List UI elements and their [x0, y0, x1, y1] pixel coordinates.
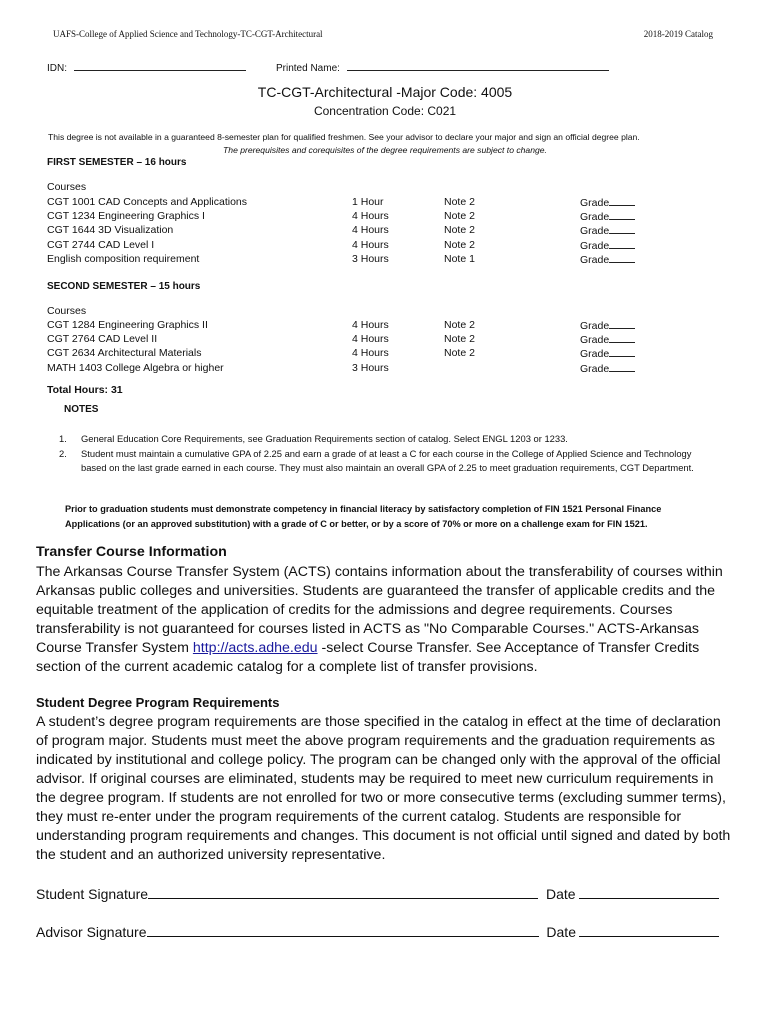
- course-grade-field[interactable]: [580, 252, 635, 266]
- printed-name-label: Printed Name:: [276, 63, 340, 74]
- advisor-signature-field[interactable]: [36, 922, 719, 940]
- course-note: Note 2: [444, 210, 475, 223]
- second-semester-courses-label: Courses: [47, 305, 87, 317]
- second-semester-heading: SECOND SEMESTER – 15 hours: [47, 281, 201, 292]
- page-title: TC-CGT-Architectural -Major Code: 4005: [257, 84, 513, 100]
- student-signature-label: Student Signature: [36, 886, 149, 902]
- course-grade-field[interactable]: [580, 223, 635, 237]
- requirements-text: A student’s degree program requirements are those specified in the catalog in effect at the time of declaration of program major. Students must meet the above program requirements and the graduation requirements as indicated by institutional and college policy. The program can be changed only with the approval of the official advisor. If original courses are eliminated, students may be required to meet new curriculum requirements in the degree program. If students are not enrolled for two or more consecutive terms (excluding summer terms), they must re-enter under the program requirements of the current catalog. Students are responsible for understanding program requirements and changes. This document is not official until signed and dated by both the student and an authorized university representative.: [36, 714, 731, 863]
- first-semester-courses-label: Courses: [47, 181, 87, 193]
- course-hours: 4 Hours: [352, 238, 389, 251]
- course-grade-label: Grade: [580, 239, 610, 252]
- course-name: CGT 1644 3D Visualization: [47, 224, 174, 237]
- grade-blank-line[interactable]: [609, 252, 635, 263]
- advisor-date-label: Date: [546, 924, 576, 940]
- course-grade-field[interactable]: [580, 346, 635, 360]
- course-grade-label: Grade: [580, 362, 610, 375]
- course-note: Note 2: [444, 196, 475, 208]
- course-note: Note 1: [444, 252, 475, 265]
- transfer-heading: Transfer Course Information: [36, 544, 227, 560]
- header-right: 2018-2019 Catalog: [643, 29, 713, 39]
- note-item: 1. General Education Core Requirements, see Graduation Requirements section of catalog. Select ENGL 1203 or 1233.: [59, 433, 568, 444]
- course-hours: 4 Hours: [352, 319, 389, 331]
- total-hours: Total Hours: 31: [47, 384, 123, 396]
- course-grade-field[interactable]: [580, 318, 635, 332]
- course-grade-label: Grade: [580, 197, 610, 209]
- course-note: Note 2: [444, 319, 475, 331]
- student-signature-line[interactable]: [148, 884, 538, 899]
- course-grade-field[interactable]: [580, 361, 635, 375]
- course-hours: 3 Hours: [352, 252, 389, 265]
- course-hours: 4 Hours: [352, 210, 389, 223]
- course-grade-field[interactable]: [580, 332, 635, 346]
- course-name: CGT 1284 Engineering Graphics II: [47, 319, 208, 331]
- course-grade-label: Grade: [580, 211, 610, 224]
- course-hours: 1 Hour: [352, 196, 384, 208]
- grade-blank-line[interactable]: [609, 209, 635, 220]
- first-semester-heading: FIRST SEMESTER – 16 hours: [47, 157, 187, 168]
- course-note: Note 2: [444, 333, 475, 346]
- financial-literacy-note: Prior to graduation students must demonstrate competency in financial literacy by satisfactory completion of FIN 1521 Personal Finance Applications (or an approved substitution) with a grade of C or better, or by a score of 70% or more on a challenge exam for FIN 1521.: [65, 504, 662, 529]
- course-note: Note 2: [444, 224, 475, 237]
- course-grade-label: Grade: [580, 334, 610, 347]
- disclaimer-line-2: The prerequisites and corequisites of the degree requirements are subject to change.: [223, 145, 547, 155]
- course-name: CGT 2634 Architectural Materials: [47, 347, 202, 360]
- course-name: CGT 2764 CAD Level II: [47, 333, 158, 346]
- course-name: English composition requirement: [47, 252, 200, 265]
- grade-blank-line[interactable]: [609, 238, 635, 249]
- course-name: CGT 1001 CAD Concepts and Applications: [47, 196, 248, 208]
- idn-label: IDN:: [47, 63, 67, 74]
- student-date-line[interactable]: [579, 884, 719, 899]
- notes-list: [59, 432, 709, 476]
- grade-blank-line[interactable]: [609, 223, 635, 234]
- advisor-signature-line[interactable]: [147, 922, 539, 937]
- transfer-text: The Arkansas Course Transfer System (ACTS) contains information about the transferability of courses within Arkansas public colleges and universities. Students are guaranteed the transfer of applicable credits and the equitable treatment of the application of credits for the admissions and degree requirements. Courses transferability is not guaranteed for courses listed in ACTS as "No Comparable Courses." ACTS-Arkansas Course Transfer System http://acts.adhe.edu -select Course Transfer. See Acceptance of Transfer Credits section of the current academic catalog for a complete list of transfer provisions.: [36, 564, 723, 675]
- course-grade-label: Grade: [580, 320, 610, 332]
- student-date-label: Date: [545, 886, 576, 902]
- grade-blank-line[interactable]: [609, 195, 635, 206]
- course-hours: 4 Hours: [352, 333, 389, 346]
- idn-field[interactable]: [47, 60, 246, 74]
- grade-blank-line[interactable]: [609, 318, 635, 329]
- course-grade-label: Grade: [580, 348, 610, 361]
- advisor-date-line[interactable]: [579, 922, 719, 937]
- course-hours: 3 Hours: [352, 361, 389, 374]
- notes-heading: NOTES: [64, 404, 99, 415]
- student-signature-field[interactable]: [36, 884, 719, 902]
- grade-blank-line[interactable]: [609, 332, 635, 343]
- grade-blank-line[interactable]: [609, 346, 635, 357]
- idn-line: [74, 60, 246, 71]
- acts-link[interactable]: http://acts.adhe.edu: [192, 640, 318, 656]
- requirements-heading: Student Degree Program Requirements: [36, 695, 280, 710]
- header-left: UAFS-College of Applied Science and Technology-TC-CGT-Architectural: [53, 29, 323, 39]
- course-grade-label: Grade: [580, 253, 610, 266]
- course-name: CGT 1234 Engineering Graphics I: [47, 210, 205, 223]
- disclaimer-line-1: This degree is not available in a guaranteed 8-semester plan for qualified freshmen. See your advisor to declare your major and sign an official degree plan.: [48, 132, 640, 142]
- course-grade-field[interactable]: [580, 195, 635, 209]
- advisor-signature-label: Advisor Signature: [36, 924, 147, 940]
- course-note: Note 2: [444, 238, 475, 251]
- course-grade-field[interactable]: [580, 209, 635, 223]
- course-name: CGT 2744 CAD Level I: [47, 238, 155, 251]
- note-item: 2. Student must maintain a cumulative GPA of 2.25 and earn a grade of at least a C for each course in the College of Applied Science and Technology based on the last grade earned in each course. They must also maintain an overall GPA of 2.25 to meet graduation requirements, CGT Department.: [59, 447, 694, 473]
- course-grade-label: Grade: [580, 225, 610, 238]
- course-hours: 4 Hours: [352, 224, 389, 237]
- grade-blank-line[interactable]: [609, 361, 635, 372]
- course-hours: 4 Hours: [352, 347, 389, 360]
- printed-name-line: [347, 60, 609, 71]
- concentration-code: Concentration Code: C021: [313, 104, 457, 118]
- course-grade-field[interactable]: [580, 238, 635, 252]
- course-name: MATH 1403 College Algebra or higher: [47, 361, 224, 374]
- printed-name-field[interactable]: [276, 60, 609, 74]
- course-note: Note 2: [444, 347, 475, 360]
